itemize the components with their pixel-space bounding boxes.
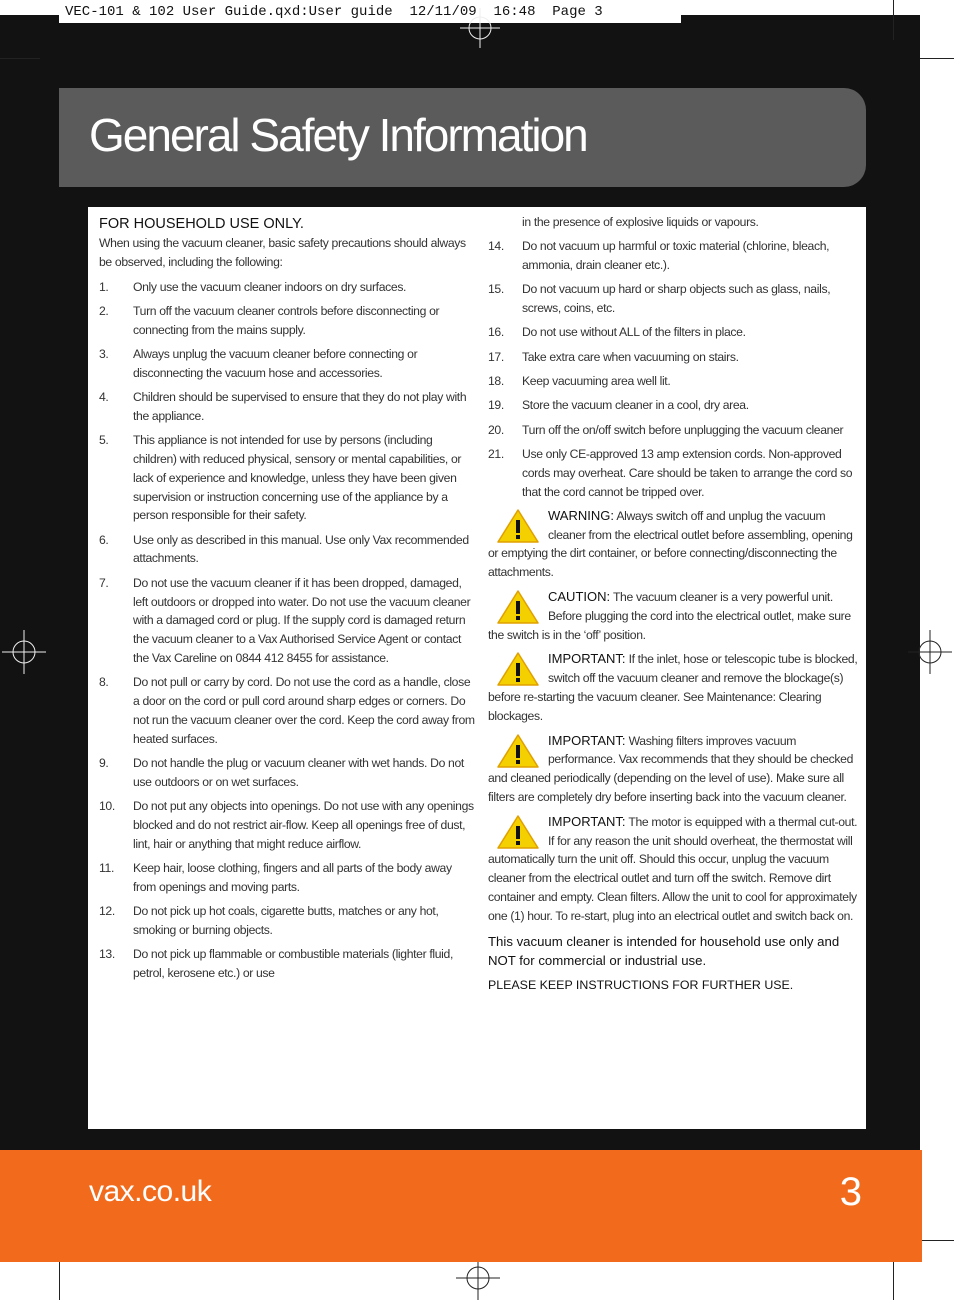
warning-note <box>488 507 860 582</box>
list-item-text: Do not pick up flammable or combustible materials (lighter fluid, petrol, kerosene etc.) or use <box>133 947 454 980</box>
crop-mark <box>893 0 894 40</box>
list-item <box>99 945 477 983</box>
warning-text: Always switch off and unplug the vacuum cleaner from the electrical outlet before assembling, opening or emptying the dirt container, or before connecting/disconnecting the attachments. <box>488 508 853 580</box>
left-column <box>99 215 477 988</box>
page-title: General Safety Information <box>89 109 587 161</box>
list-item-number: 6. <box>99 532 109 547</box>
household-use-note: This vacuum cleaner is intended for household use only and NOT for commercial or industrial use. <box>488 933 840 968</box>
list-item-text: Do not handle the plug or vacuum cleaner with wet hands. Do not use outdoors or on wet surfaces. <box>133 755 464 789</box>
list-item-number: 19. <box>488 398 504 413</box>
list-item <box>488 348 860 367</box>
list-item-number: 2. <box>99 303 109 318</box>
right-column <box>488 213 860 994</box>
list-item-text: Take extra care when vacuuming on stairs. <box>522 349 739 364</box>
list-item-text: Do not pick up hot coals, cigarette butts, matches or any hot, smoking or burning objects. <box>133 904 439 937</box>
list-item-text: in the presence of explosive liquids or vapours. <box>522 215 759 229</box>
website-link[interactable]: vax.co.uk <box>89 1175 212 1208</box>
list-item <box>488 396 860 415</box>
warning-triangle-icon <box>496 651 540 687</box>
registration-mark-icon <box>456 1256 500 1300</box>
list-item-number: 14. <box>488 239 504 254</box>
warning-text: Washing filters improves vacuum performance. Vax recommends that they should be checked and cleaned periodically (depending on the level of use). Make sure all filters are completely dry before inserting back into the vacuum cleaner. <box>488 733 854 805</box>
warning-triangle-icon <box>496 508 540 544</box>
list-item <box>488 323 860 342</box>
warning-label: IMPORTANT: <box>548 813 626 829</box>
list-item-number: 9. <box>99 755 109 770</box>
list-item <box>99 345 477 383</box>
list-item <box>488 445 860 501</box>
list-item-number: 3. <box>99 346 109 361</box>
warning-note <box>488 650 860 725</box>
intro-text: When using the vacuum cleaner, basic safety precautions should always be observed, including the following: <box>99 236 466 269</box>
crop-mark <box>920 1240 954 1241</box>
list-item-text: Keep hair, loose clothing, fingers and all parts of the body away from openings and moving parts. <box>133 860 452 894</box>
list-item <box>99 859 477 897</box>
warning-text: The vacuum cleaner is a very powerful unit. Before plugging the cord into the electrical outlet, make sure the switch is in the ‘off’ position. <box>488 590 851 642</box>
list-item-text: Keep vacuuming area well lit. <box>522 374 671 389</box>
warning-note <box>488 588 860 644</box>
list-item-number: 20. <box>488 422 504 437</box>
list-item-continued <box>488 213 860 232</box>
crop-mark <box>0 58 40 59</box>
warning-triangle-icon <box>496 589 540 625</box>
list-item-text: Store the vacuum cleaner in a cool, dry area. <box>522 398 749 413</box>
warning-label: CAUTION: <box>548 589 611 605</box>
warning-triangle-icon <box>496 814 540 850</box>
content-panel <box>88 207 866 1129</box>
list-item-number: 11. <box>99 860 114 875</box>
print-slug-line: VEC-101 & 102 User Guide.qxd:User guide 12/11/09 16:48 Page 3 <box>59 2 681 23</box>
registration-mark-icon <box>908 630 952 674</box>
warnings-section <box>488 507 860 926</box>
list-item-number: 16. <box>488 325 504 340</box>
footer-bar <box>0 1150 922 1262</box>
list-item-number: 21. <box>488 446 504 461</box>
safety-list-left <box>99 278 477 983</box>
list-item <box>99 673 477 748</box>
list-item-text: Use only as described in this manual. Use only Vax recommended attachments. <box>133 532 469 566</box>
list-item-text: Only use the vacuum cleaner indoors on dry surfaces. <box>133 279 407 294</box>
section-heading: FOR HOUSEHOLD USE ONLY. <box>99 216 304 232</box>
list-item-text: Do not use the vacuum cleaner if it has been dropped, damaged, left outdoors or dropped into water. Do not use the vacuum cleaner with a damaged cord or plug. If the supply cord is damaged return the vacuum cleaner to a Vax Authorised Service Agent or contact the Vax Careline on 0844 412 8455 for assistance. <box>133 575 471 665</box>
list-item-number: 12. <box>99 904 115 918</box>
list-item-text: Turn off the vacuum cleaner controls before disconnecting or connecting from the mains supply. <box>133 303 440 337</box>
list-item-text: Use only CE-approved 13 amp extension cords. Non-approved cords may overheat. Care should be taken to arrange the cord so that the cord cannot be tripped over. <box>522 446 853 499</box>
list-item <box>99 388 477 426</box>
warning-triangle-icon <box>496 733 540 769</box>
list-item <box>99 278 477 297</box>
list-item-number: 5. <box>99 433 109 448</box>
warning-note <box>488 732 860 807</box>
list-item-text: This appliance is not intended for use by persons (including children) with reduced physical, sensory or mental capabilities, or lack of experience and knowledge, unless they have been given supervision or instruction concerning use of the appliance by a person responsible for their safety. <box>133 433 462 523</box>
list-item-number: 1. <box>99 279 109 294</box>
list-item <box>488 421 860 440</box>
list-item-text: Children should be supervised to ensure that they do not play with the appliance. <box>133 390 467 423</box>
list-item-number: 17. <box>488 349 504 364</box>
registration-mark-icon <box>460 8 500 48</box>
list-item-number: 18. <box>488 374 504 389</box>
warning-text: If the inlet, hose or telescopic tube is blocked, switch off the vacuum cleaner and remove the blockage(s) before re-starting the vacuum cleaner. See Maintenance: Clearing blockages. <box>488 652 858 723</box>
safety-list-right <box>488 237 860 501</box>
list-item-number: 4. <box>99 390 109 405</box>
list-item <box>99 797 477 853</box>
list-item-text: Turn off the on/off switch before unplugging the vacuum cleaner <box>522 422 844 437</box>
keep-instructions-note: PLEASE KEEP INSTRUCTIONS FOR FURTHER USE. <box>488 977 794 992</box>
title-banner <box>59 88 866 187</box>
list-item-text: Do not use without ALL of the filters in place. <box>522 325 746 340</box>
warning-note <box>488 813 860 926</box>
list-item-number: 15. <box>488 282 504 297</box>
list-item-text: Do not put any objects into openings. Do not use with any openings blocked and do not restrict air-flow. Keep all openings free of dust, lint, hair or anything that might reduce airflow. <box>133 799 474 851</box>
warning-label: WARNING: <box>548 507 614 523</box>
crop-mark <box>893 1262 894 1300</box>
list-item-number: 10. <box>99 799 115 814</box>
list-item <box>99 754 477 792</box>
list-item <box>99 902 477 940</box>
warning-label: IMPORTANT: <box>548 651 626 667</box>
list-item <box>99 531 477 569</box>
list-item-number: 7. <box>99 575 109 590</box>
page-number: 3 <box>839 1170 862 1214</box>
crop-mark <box>920 58 954 59</box>
registration-mark-icon <box>2 630 46 674</box>
list-item-number: 8. <box>99 675 109 690</box>
list-item <box>99 574 477 668</box>
warning-text: The motor is equipped with a thermal cut-out. If for any reason the unit should overheat, the thermostat will automatically turn the unit off. Should this occur, unplug the vacuum cleaner from the electrical outlet and turn off the switch. Remove dirt container and empty. Clean filters. Allow the unit to cool for approximately one (1) hour. To re-start, plug into an electrical outlet and switch back on. <box>488 814 858 923</box>
list-item-text: Always unplug the vacuum cleaner before connecting or disconnecting the vacuum hose and accessories. <box>133 346 418 380</box>
list-item <box>488 372 860 391</box>
list-item-number: 13. <box>99 947 115 962</box>
crop-mark <box>59 1262 60 1300</box>
list-item <box>488 280 860 318</box>
list-item-text: Do not vacuum up harmful or toxic material (chlorine, bleach, ammonia, drain cleaner etc.). <box>522 239 830 273</box>
list-item-text: Do not pull or carry by cord. Do not use the cord as a handle, close a door on the cord or pull cord around sharp edges or corners. Do not run the vacuum cleaner over the cord. Keep the cord away from heated surfaces. <box>133 675 475 746</box>
list-item <box>99 302 477 340</box>
warning-label: IMPORTANT: <box>548 732 626 748</box>
list-item <box>488 237 860 275</box>
list-item <box>99 431 477 525</box>
list-item-text: Do not vacuum up hard or sharp objects such as glass, nails, screws, coins, etc. <box>522 282 831 316</box>
